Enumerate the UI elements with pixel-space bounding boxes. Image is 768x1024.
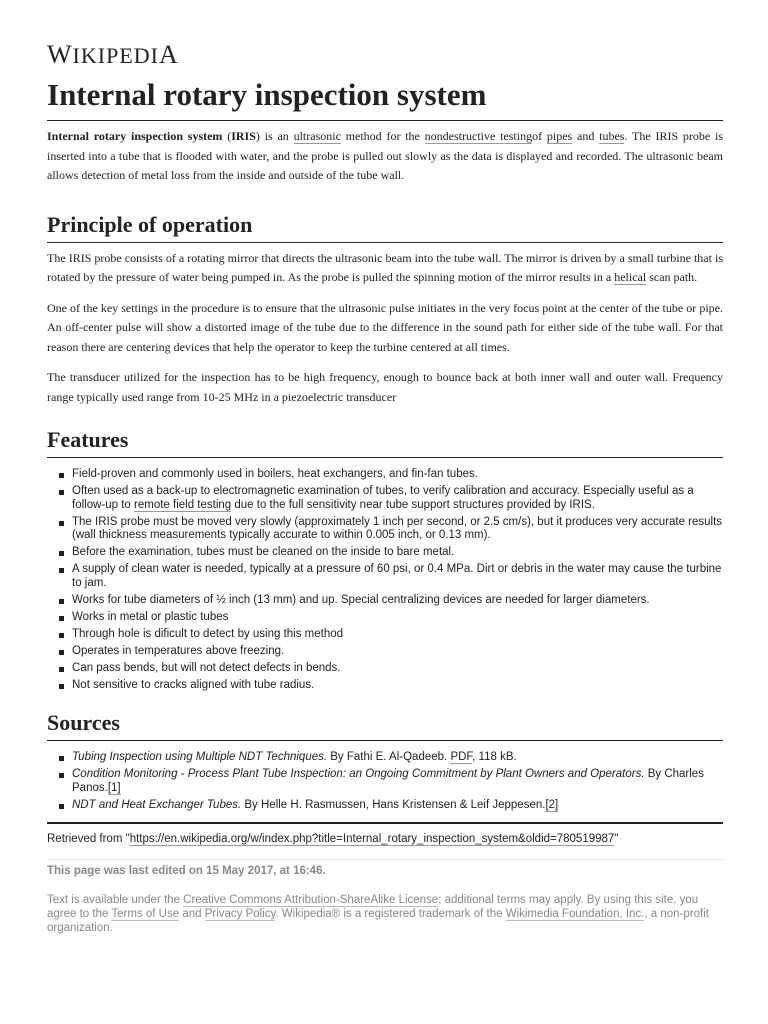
section-heading-features: Features (47, 426, 723, 458)
section-heading-sources: Sources (47, 709, 723, 741)
list-item: Often used as a back-up to electromagnetic examination of tubes, to verify calibration and accuracy. Especially useful as a follow-up to remote field testing due to the full sensitivity near tube support structures provided by IRIS. (72, 485, 723, 512)
intro-bold-iris: IRIS (231, 129, 256, 143)
list-item: Tubing Inspection using Multiple NDT Techniques. By Fathi E. Al-Qadeeb. PDF, 118 kB. (72, 751, 723, 765)
link-remote-field-testing[interactable]: remote field testing (134, 498, 232, 511)
section-heading-principle: Principle of operation (47, 211, 723, 243)
link-pipes[interactable]: pipes (546, 129, 573, 143)
list-item: Field-proven and commonly used in boilers, heat exchangers, and fin-fan tubes. (72, 468, 723, 482)
reference-link-2[interactable]: [2] (545, 798, 559, 811)
link-helical[interactable]: helical (614, 270, 647, 284)
retrieved-from: Retrieved from "https://en.wikipedia.org/w/index.php?title=Internal_rotary_inspection_system&oldid=780519987" (47, 833, 619, 845)
intro-bold-name: Internal rotary inspection system (47, 129, 223, 143)
list-item: Through hole is dificult to detect by using this method (72, 628, 723, 642)
list-item: A supply of clean water is needed, typically at a pressure of 60 psi, or 0.4 MPa. Dirt or debris in the water may cause the turbine to jam. (72, 563, 722, 589)
list-item: Operates in temperatures above freezing. (72, 645, 723, 659)
footer-divider (47, 822, 723, 824)
article-page (47, 40, 723, 935)
principle-paragraph-1: The IRIS probe consists of a rotating mirror that directs the ultrasonic beam into the tube wall. The mirror is driven by a small turbine that is rotated by the pressure of water being pumped in. As the probe is pulled the spinning motion of the mirror results in a helical scan path. (47, 250, 723, 284)
retrieved-url-link[interactable]: https://en.wikipedia.org/w/index.php?title=Internal_rotary_inspection_system&oldid=780519987 (129, 833, 615, 845)
list-item: Can pass bends, but will not detect defects in bends. (72, 662, 723, 676)
last-edited: This page was last edited on 15 May 2017, at 16:46. (47, 865, 326, 877)
intro-paragraph: Internal rotary inspection system (IRIS) is an ultrasonic method for the nondestructive testingof pipes and tubes. The IRIS probe is inserted into a tube that is flooded with water, and the probe is pulled out slowly as the data is displayed and recorded. The ultrasonic beam allows detection of metal loss from the inside and outside of the tube wall. (47, 129, 724, 182)
link-tubes[interactable]: tubes (599, 129, 625, 143)
link-ultrasonic[interactable]: ultrasonic (293, 129, 341, 143)
link-privacy-policy[interactable]: Privacy Policy (204, 908, 276, 920)
list-item: Works in metal or plastic tubes (72, 611, 723, 625)
reference-link-1[interactable]: [1] (107, 781, 121, 794)
list-item: Not sensitive to cracks aligned with tube radius. (72, 679, 723, 693)
wikipedia-logo[interactable]: WIKIPEDIA (47, 40, 179, 69)
license-text: Text is available under the Creative Commons Attribution-ShareAlike License; additional terms may apply. By using this site, you agree to the Terms of Use and Privacy Policy. Wikipedia® is a registered trademark of the Wikimedia Foundation, Inc., a non-profit organization. (47, 894, 709, 934)
link-pdf[interactable]: PDF (450, 751, 473, 763)
list-item: NDT and Heat Exchanger Tubes. By Helle H. Rasmussen, Hans Kristensen & Leif Jeppesen.[2] (72, 799, 723, 813)
principle-paragraph-3: The transducer utilized for the inspection has to be high frequency, enough to bounce back at both inner wall and outer wall. Frequency range typically used range from 10-25 MHz in a piezoelectric transducer (47, 370, 723, 404)
list-item: Before the examination, tubes must be cleaned on the inside to bare metal. (72, 546, 723, 560)
features-list (47, 468, 723, 692)
list-item: The IRIS probe must be moved very slowly (approximately 1 inch per second, or 2.5 cm/s), but it produces very accurate results (wall thickness measurements typically accurate to within 0.005 inch, or 0.13 mm). (72, 515, 723, 541)
list-item: Works for tube diameters of ½ inch (13 mm) and up. Special centralizing devices are needed for larger diameters. (72, 594, 723, 608)
link-terms-of-use[interactable]: Terms of Use (111, 908, 180, 920)
link-wikimedia-foundation[interactable]: Wikimedia Foundation, Inc. (505, 908, 645, 920)
link-cc-license[interactable]: Creative Commons Attribution-ShareAlike License (183, 894, 439, 906)
sources-list (47, 751, 723, 812)
list-item: Condition Monitoring - Process Plant Tube Inspection: an Ongoing Commitment by Plant Owners and Operators. By Charles Panos.[1] (72, 768, 723, 795)
page-title: Internal rotary inspection system (47, 76, 723, 121)
principle-paragraph-2: One of the key settings in the procedure is to ensure that the ultrasonic pulse initiates in the very focus point at the center of the tube or pipe. An off-center pulse will show a distorted image of the tube due to the difference in the sound path for either side of the tube wall. For that reason there are centering devices that help the operator to keep the turbine centered at all times. (47, 300, 723, 354)
link-nondestructive-testing[interactable]: nondestructive testing (424, 129, 533, 143)
footer-divider-light (47, 859, 723, 860)
